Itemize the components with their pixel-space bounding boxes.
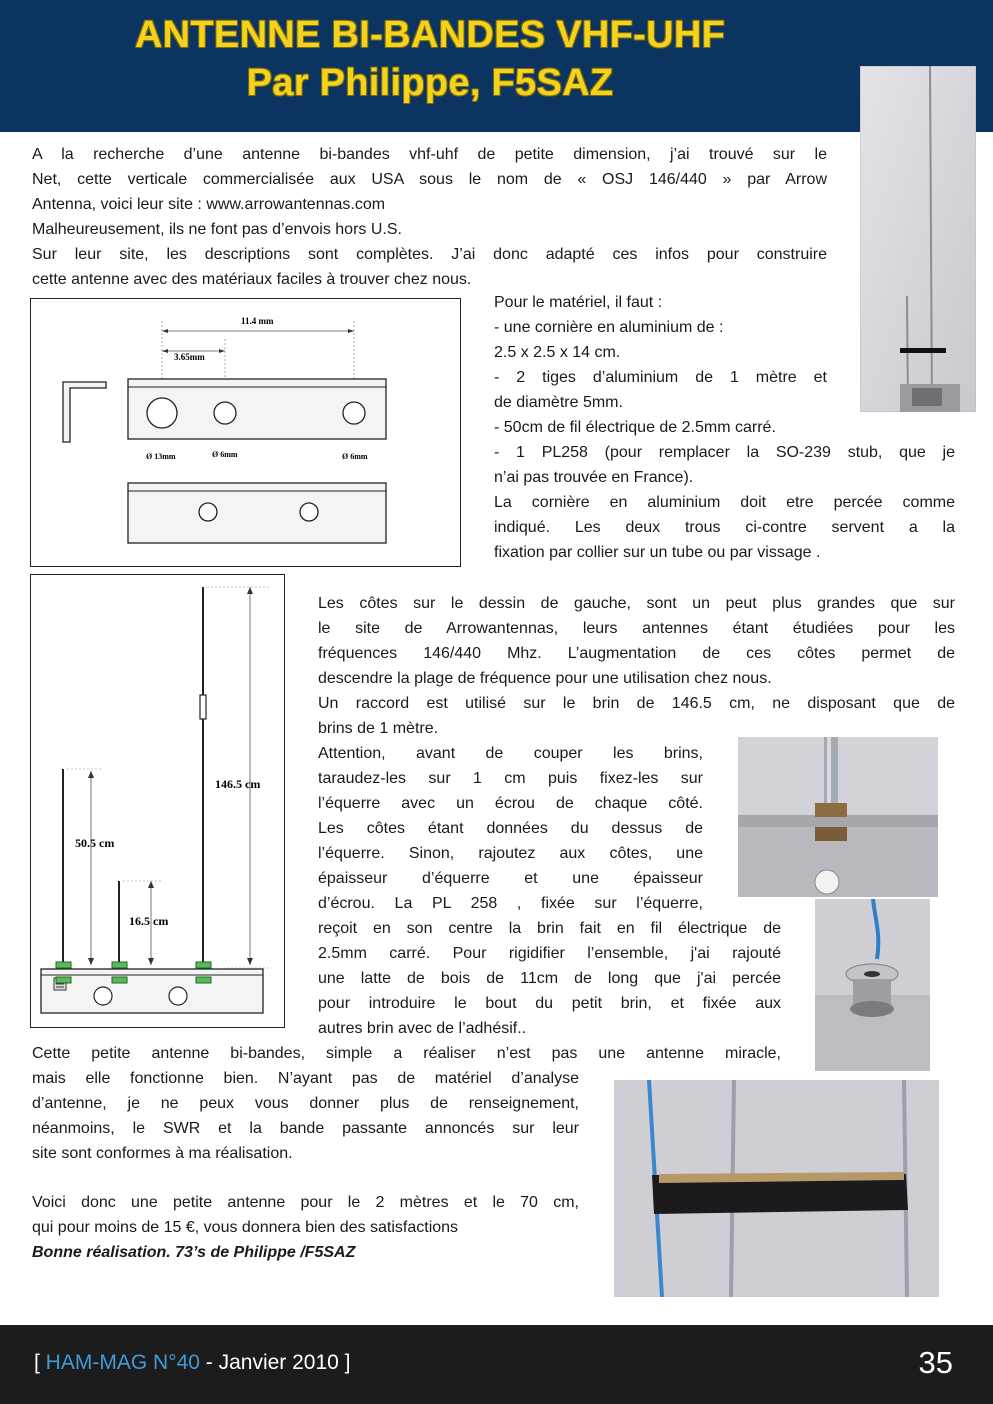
text-line: pour introduire le bout du petit brin, et fixée aux [318,995,781,1012]
text-line: Les côtes étant données du dessus de [318,820,703,837]
text-line: Pour le matériel, il faut : [494,294,663,311]
bracket-open: [ [34,1351,46,1374]
issue-date: - Janvier 2010 ] [199,1351,351,1374]
text-line: Sur leur site, les descriptions sont complètes. J’ai donc adapté ces infos pour construire [32,246,827,263]
text-line: mais elle fonctionne bien. N’ayant pas de matériel d’analyse [32,1070,579,1087]
pl258-paragraph [318,916,781,1041]
rod-mount-photo [738,737,938,897]
text-line: une latte de bois de 11cm de long que j'ai percée [318,970,781,987]
text-line: d’écrou. La PL 258 , fixée sur l’équerre, [318,895,703,912]
text-line: - 2 tiges d’aluminium de 1 mètre et [494,369,827,386]
text-line: Voici donc une petite antenne pour le 2 mètres et le 70 cm, [32,1194,579,1211]
text-line: Attention, avant de couper les brins, [318,745,703,762]
footer-bar [0,1325,993,1404]
dimensions-paragraph [318,591,955,741]
text-line: cette antenne avec des matériaux faciles à trouver chez nous. [32,271,472,288]
intro-paragraph [32,142,827,292]
text-line: autres brin avec de l’adhésif.. [318,1020,527,1037]
dim-146-label: 146.5 cm [215,777,261,791]
text-line: n’ai pas trouvée en France). [494,469,694,486]
text-line: La cornière en aluminium doit etre percée comme [494,494,955,511]
hole-label-6mm: Ø 6mm [212,450,238,459]
text-line: A la recherche d’une antenne bi-bandes vhf-uhf de petite dimension, j’ai trouvé sur le [32,146,827,163]
text-line: 2.5mm carré. Pour rigidifier l’ensemble, j'ai rajouté [318,945,781,962]
text-line: le site de Arrowantennas, leurs antennes étant étudiées pour les [318,620,955,637]
text-line: brins de 1 mètre. [318,720,439,737]
text-line: fréquences 146/440 Mhz. L’augmentation de ces côtes permet de [318,645,955,662]
text-line: néanmoins, le SWR et la bande passante annoncés sur leur [32,1120,579,1137]
attention-paragraph [318,741,703,916]
dim-50-label: 50.5 cm [75,836,115,850]
conclusion-paragraph [32,1066,579,1166]
conclusion-first-line: Cette petite antenne bi-bandes, simple a réaliser n’est pas une antenne miracle, [32,1045,781,1062]
dim-total-label: 11.4 mm [241,316,274,326]
hole-label-6mm: Ø 6mm [342,452,368,461]
text-line: qui pour moins de 15 €, vous donnera bien des satisfactions [32,1219,459,1236]
text-line: - 50cm de fil électrique de 2.5mm carré. [494,419,776,436]
text-line: de diamètre 5mm. [494,394,623,411]
text-line: l’équerre avec un écrou de chaque côté. [318,795,703,812]
wood-latte-photo [614,1080,939,1297]
magazine-name: HAM-MAG N°40 [45,1351,200,1374]
pl258-photo [815,899,930,1071]
article-title: ANTENNE BI-BANDES VHF-UHF [134,14,726,56]
text-line: reçoit en son centre la brin fait en fil électrique de [318,920,781,937]
text-line: Un raccord est utilisé sur le brin de 146.5 cm, ne disposant que de [318,695,955,712]
closing-paragraph [32,1190,579,1265]
header-banner [0,0,993,132]
text-line: site sont conformes à ma réalisation. [32,1145,293,1162]
antenna-dimension-drawing [30,574,285,1028]
hole-label-13mm: Ø 13mm [146,452,176,461]
text-line: - une cornière en aluminium de : [494,319,724,336]
text-line: Net, cette verticale commercialisée aux USA sous le nom de « OSJ 146/440 » par Arrow [32,171,827,188]
footer-issue [34,1351,351,1375]
text-line: 2.5 x 2.5 x 14 cm. [494,344,621,361]
text-line: indiqué. Les deux trous ci-contre servent a la [494,519,955,536]
signature: Bonne réalisation. 73’s de Philippe /F5SAZ [32,1244,356,1261]
text-line: taraudez-les sur 1 cm puis fixez-les sur [318,770,703,787]
materials-paragraph [494,290,955,565]
article-author: Par Philippe, F5SAZ [246,62,614,104]
page-number: 35 [918,1345,953,1380]
text-line: épaisseur d’équerre et une épaisseur [318,870,703,887]
bracket-drawing [30,298,461,567]
text-line: d’antenne, je ne peux vous donner plus de renseignement, [32,1095,579,1112]
text-line: l’équerre. Sinon, rajoutez aux côtes, une [318,845,703,862]
text-line: descendre la plage de fréquence pour une utilisation chez nous. [318,670,772,687]
dim-short-label: 3.65mm [174,352,205,362]
text-line: - 1 PL258 (pour remplacer la SO-239 stub, que je [494,444,955,461]
text-line: Les côtes sur le dessin de gauche, sont un peut plus grandes que sur [318,595,955,612]
dim-16-label: 16.5 cm [129,914,169,928]
text-line: fixation par collier sur un tube ou par vissage . [494,544,821,561]
text-line: Malheureusement, ils ne font pas d’envois hors U.S. [32,221,402,238]
text-line: Antenna, voici leur site : www.arrowantennas.com [32,196,386,213]
